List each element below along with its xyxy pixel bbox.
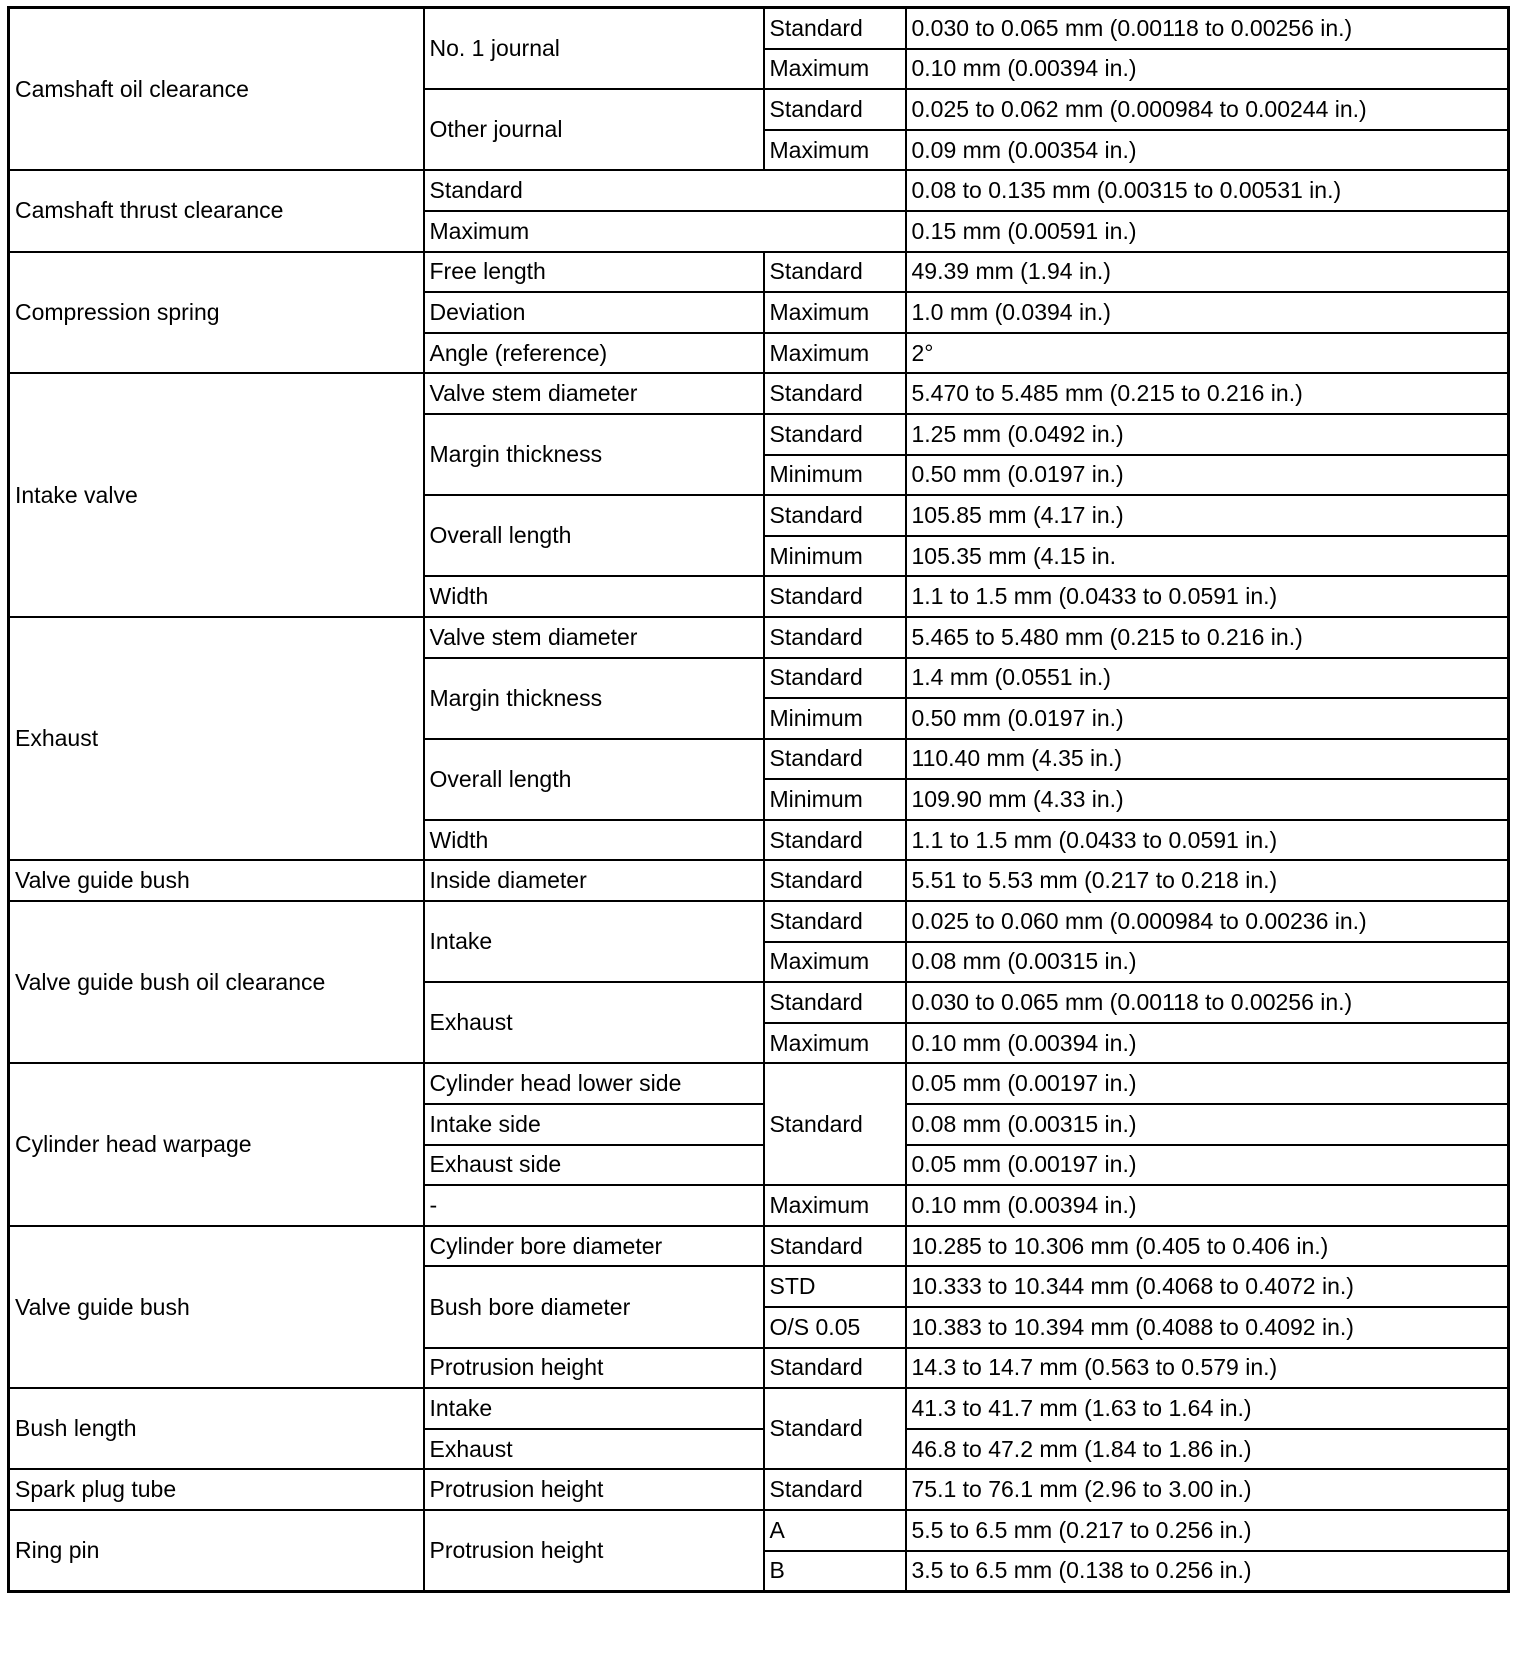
value-cell: 5.5 to 6.5 mm (0.217 to 0.256 in.): [906, 1510, 1509, 1551]
item-cell: Spark plug tube: [9, 1469, 424, 1510]
sub-item-cell: Intake side: [424, 1104, 764, 1145]
condition-cell: Standard: [764, 89, 906, 130]
sub-item-cell: Deviation: [424, 292, 764, 333]
condition-cell: Standard: [764, 1388, 906, 1469]
value-cell: 41.3 to 41.7 mm (1.63 to 1.64 in.): [906, 1388, 1509, 1429]
value-cell: 0.10 mm (0.00394 in.): [906, 1185, 1509, 1226]
condition-cell: Maximum: [764, 292, 906, 333]
condition-cell: Standard: [764, 373, 906, 414]
condition-cell: A: [764, 1510, 906, 1551]
condition-cell: Minimum: [764, 779, 906, 820]
value-cell: 0.025 to 0.060 mm (0.000984 to 0.00236 in.): [906, 901, 1509, 942]
sub-item-cell: Valve stem diameter: [424, 617, 764, 658]
sub-item-cell: Width: [424, 820, 764, 861]
sub-item-cell: Cylinder head lower side: [424, 1063, 764, 1104]
value-cell: 1.4 mm (0.0551 in.): [906, 658, 1509, 699]
item-cell: Valve guide bush: [9, 860, 424, 901]
condition-cell: Minimum: [764, 698, 906, 739]
condition-cell: Standard: [764, 982, 906, 1023]
sub-item-cell: Intake: [424, 901, 764, 982]
value-cell: 5.51 to 5.53 mm (0.217 to 0.218 in.): [906, 860, 1509, 901]
table-row: [9, 901, 1509, 942]
condition-cell: Standard: [764, 8, 906, 49]
condition-cell: B: [764, 1551, 906, 1592]
value-cell: 0.030 to 0.065 mm (0.00118 to 0.00256 in.): [906, 982, 1509, 1023]
value-cell: 10.383 to 10.394 mm (0.4088 to 0.4092 in.): [906, 1307, 1509, 1348]
value-cell: 0.50 mm (0.0197 in.): [906, 698, 1509, 739]
value-cell: 1.1 to 1.5 mm (0.0433 to 0.0591 in.): [906, 820, 1509, 861]
value-cell: 5.465 to 5.480 mm (0.215 to 0.216 in.): [906, 617, 1509, 658]
item-cell: Exhaust: [9, 617, 424, 861]
sub-item-cell: Width: [424, 576, 764, 617]
value-cell: 3.5 to 6.5 mm (0.138 to 0.256 in.): [906, 1551, 1509, 1592]
value-cell: 10.333 to 10.344 mm (0.4068 to 0.4072 in.): [906, 1266, 1509, 1307]
value-cell: 0.030 to 0.065 mm (0.00118 to 0.00256 in.): [906, 8, 1509, 49]
value-cell: 2°: [906, 333, 1509, 374]
specification-table: [7, 6, 1510, 1593]
sub-item-cell: Intake: [424, 1388, 764, 1429]
item-cell: Valve guide bush oil clearance: [9, 901, 424, 1063]
condition-cell: Standard: [764, 901, 906, 942]
condition-cell: Standard: [424, 170, 906, 211]
condition-cell: Standard: [764, 576, 906, 617]
sub-item-cell: Bush bore diameter: [424, 1266, 764, 1347]
value-cell: 0.08 to 0.135 mm (0.00315 to 0.00531 in.): [906, 170, 1509, 211]
value-cell: 46.8 to 47.2 mm (1.84 to 1.86 in.): [906, 1429, 1509, 1470]
condition-cell: Maximum: [764, 1185, 906, 1226]
value-cell: 0.08 mm (0.00315 in.): [906, 942, 1509, 983]
condition-cell: Standard: [764, 739, 906, 780]
value-cell: 75.1 to 76.1 mm (2.96 to 3.00 in.): [906, 1469, 1509, 1510]
value-cell: 0.15 mm (0.00591 in.): [906, 211, 1509, 252]
item-cell: Compression spring: [9, 252, 424, 374]
condition-cell: Standard: [764, 414, 906, 455]
sub-item-cell: Protrusion height: [424, 1348, 764, 1389]
condition-cell: Standard: [764, 1469, 906, 1510]
condition-cell: Standard: [764, 820, 906, 861]
table-row: [9, 1469, 1509, 1510]
condition-cell: Maximum: [764, 333, 906, 374]
condition-cell: Maximum: [764, 130, 906, 171]
sub-item-cell: Overall length: [424, 495, 764, 576]
value-cell: 10.285 to 10.306 mm (0.405 to 0.406 in.): [906, 1226, 1509, 1267]
sub-item-cell: Exhaust side: [424, 1145, 764, 1186]
value-cell: 105.35 mm (4.15 in.: [906, 536, 1509, 577]
condition-cell: Standard: [764, 658, 906, 699]
value-cell: 14.3 to 14.7 mm (0.563 to 0.579 in.): [906, 1348, 1509, 1389]
value-cell: 109.90 mm (4.33 in.): [906, 779, 1509, 820]
value-cell: 0.09 mm (0.00354 in.): [906, 130, 1509, 171]
table-row: [9, 1510, 1509, 1551]
condition-cell: Maximum: [764, 49, 906, 90]
sub-item-cell: Margin thickness: [424, 414, 764, 495]
value-cell: 1.25 mm (0.0492 in.): [906, 414, 1509, 455]
table-row: [9, 8, 1509, 49]
condition-cell: Maximum: [424, 211, 906, 252]
value-cell: 0.025 to 0.062 mm (0.000984 to 0.00244 in.): [906, 89, 1509, 130]
item-cell: Ring pin: [9, 1510, 424, 1592]
value-cell: 0.10 mm (0.00394 in.): [906, 1023, 1509, 1064]
sub-item-cell: Inside diameter: [424, 860, 764, 901]
value-cell: 0.08 mm (0.00315 in.): [906, 1104, 1509, 1145]
condition-cell: Standard: [764, 1226, 906, 1267]
sub-item-cell: Other journal: [424, 89, 764, 170]
sub-item-cell: Protrusion height: [424, 1469, 764, 1510]
table-row: [9, 860, 1509, 901]
value-cell: 0.05 mm (0.00197 in.): [906, 1063, 1509, 1104]
item-cell: Camshaft thrust clearance: [9, 170, 424, 251]
condition-cell: STD: [764, 1266, 906, 1307]
value-cell: 1.1 to 1.5 mm (0.0433 to 0.0591 in.): [906, 576, 1509, 617]
sub-item-cell: Exhaust: [424, 1429, 764, 1470]
value-cell: 0.10 mm (0.00394 in.): [906, 49, 1509, 90]
sub-item-cell: Free length: [424, 252, 764, 293]
item-cell: Cylinder head warpage: [9, 1063, 424, 1225]
condition-cell: O/S 0.05: [764, 1307, 906, 1348]
item-cell: Camshaft oil clearance: [9, 8, 424, 171]
condition-cell: Minimum: [764, 536, 906, 577]
item-cell: Bush length: [9, 1388, 424, 1469]
condition-cell: Standard: [764, 860, 906, 901]
condition-cell: Standard: [764, 495, 906, 536]
value-cell: 0.05 mm (0.00197 in.): [906, 1145, 1509, 1186]
table-row: [9, 252, 1509, 293]
value-cell: 1.0 mm (0.0394 in.): [906, 292, 1509, 333]
sub-item-cell: Margin thickness: [424, 658, 764, 739]
condition-cell: Standard: [764, 1063, 906, 1185]
value-cell: 49.39 mm (1.94 in.): [906, 252, 1509, 293]
sub-item-cell: Angle (reference): [424, 333, 764, 374]
table-row: [9, 1063, 1509, 1104]
sub-item-cell: Valve stem diameter: [424, 373, 764, 414]
table-row: [9, 170, 1509, 211]
table-row: [9, 617, 1509, 658]
table-row: [9, 1388, 1509, 1429]
sub-item-cell: No. 1 journal: [424, 8, 764, 90]
sub-item-cell: Protrusion height: [424, 1510, 764, 1592]
condition-cell: Standard: [764, 617, 906, 658]
condition-cell: Standard: [764, 252, 906, 293]
sub-item-cell: Overall length: [424, 739, 764, 820]
value-cell: 105.85 mm (4.17 in.): [906, 495, 1509, 536]
condition-cell: Maximum: [764, 1023, 906, 1064]
sub-item-cell: Exhaust: [424, 982, 764, 1063]
item-cell: Valve guide bush: [9, 1226, 424, 1388]
table-row: [9, 373, 1509, 414]
sub-item-cell: -: [424, 1185, 764, 1226]
value-cell: 5.470 to 5.485 mm (0.215 to 0.216 in.): [906, 373, 1509, 414]
table-row: [9, 1226, 1509, 1267]
sub-item-cell: Cylinder bore diameter: [424, 1226, 764, 1267]
condition-cell: Maximum: [764, 942, 906, 983]
value-cell: 0.50 mm (0.0197 in.): [906, 455, 1509, 496]
value-cell: 110.40 mm (4.35 in.): [906, 739, 1509, 780]
condition-cell: Minimum: [764, 455, 906, 496]
condition-cell: Standard: [764, 1348, 906, 1389]
item-cell: Intake valve: [9, 373, 424, 617]
